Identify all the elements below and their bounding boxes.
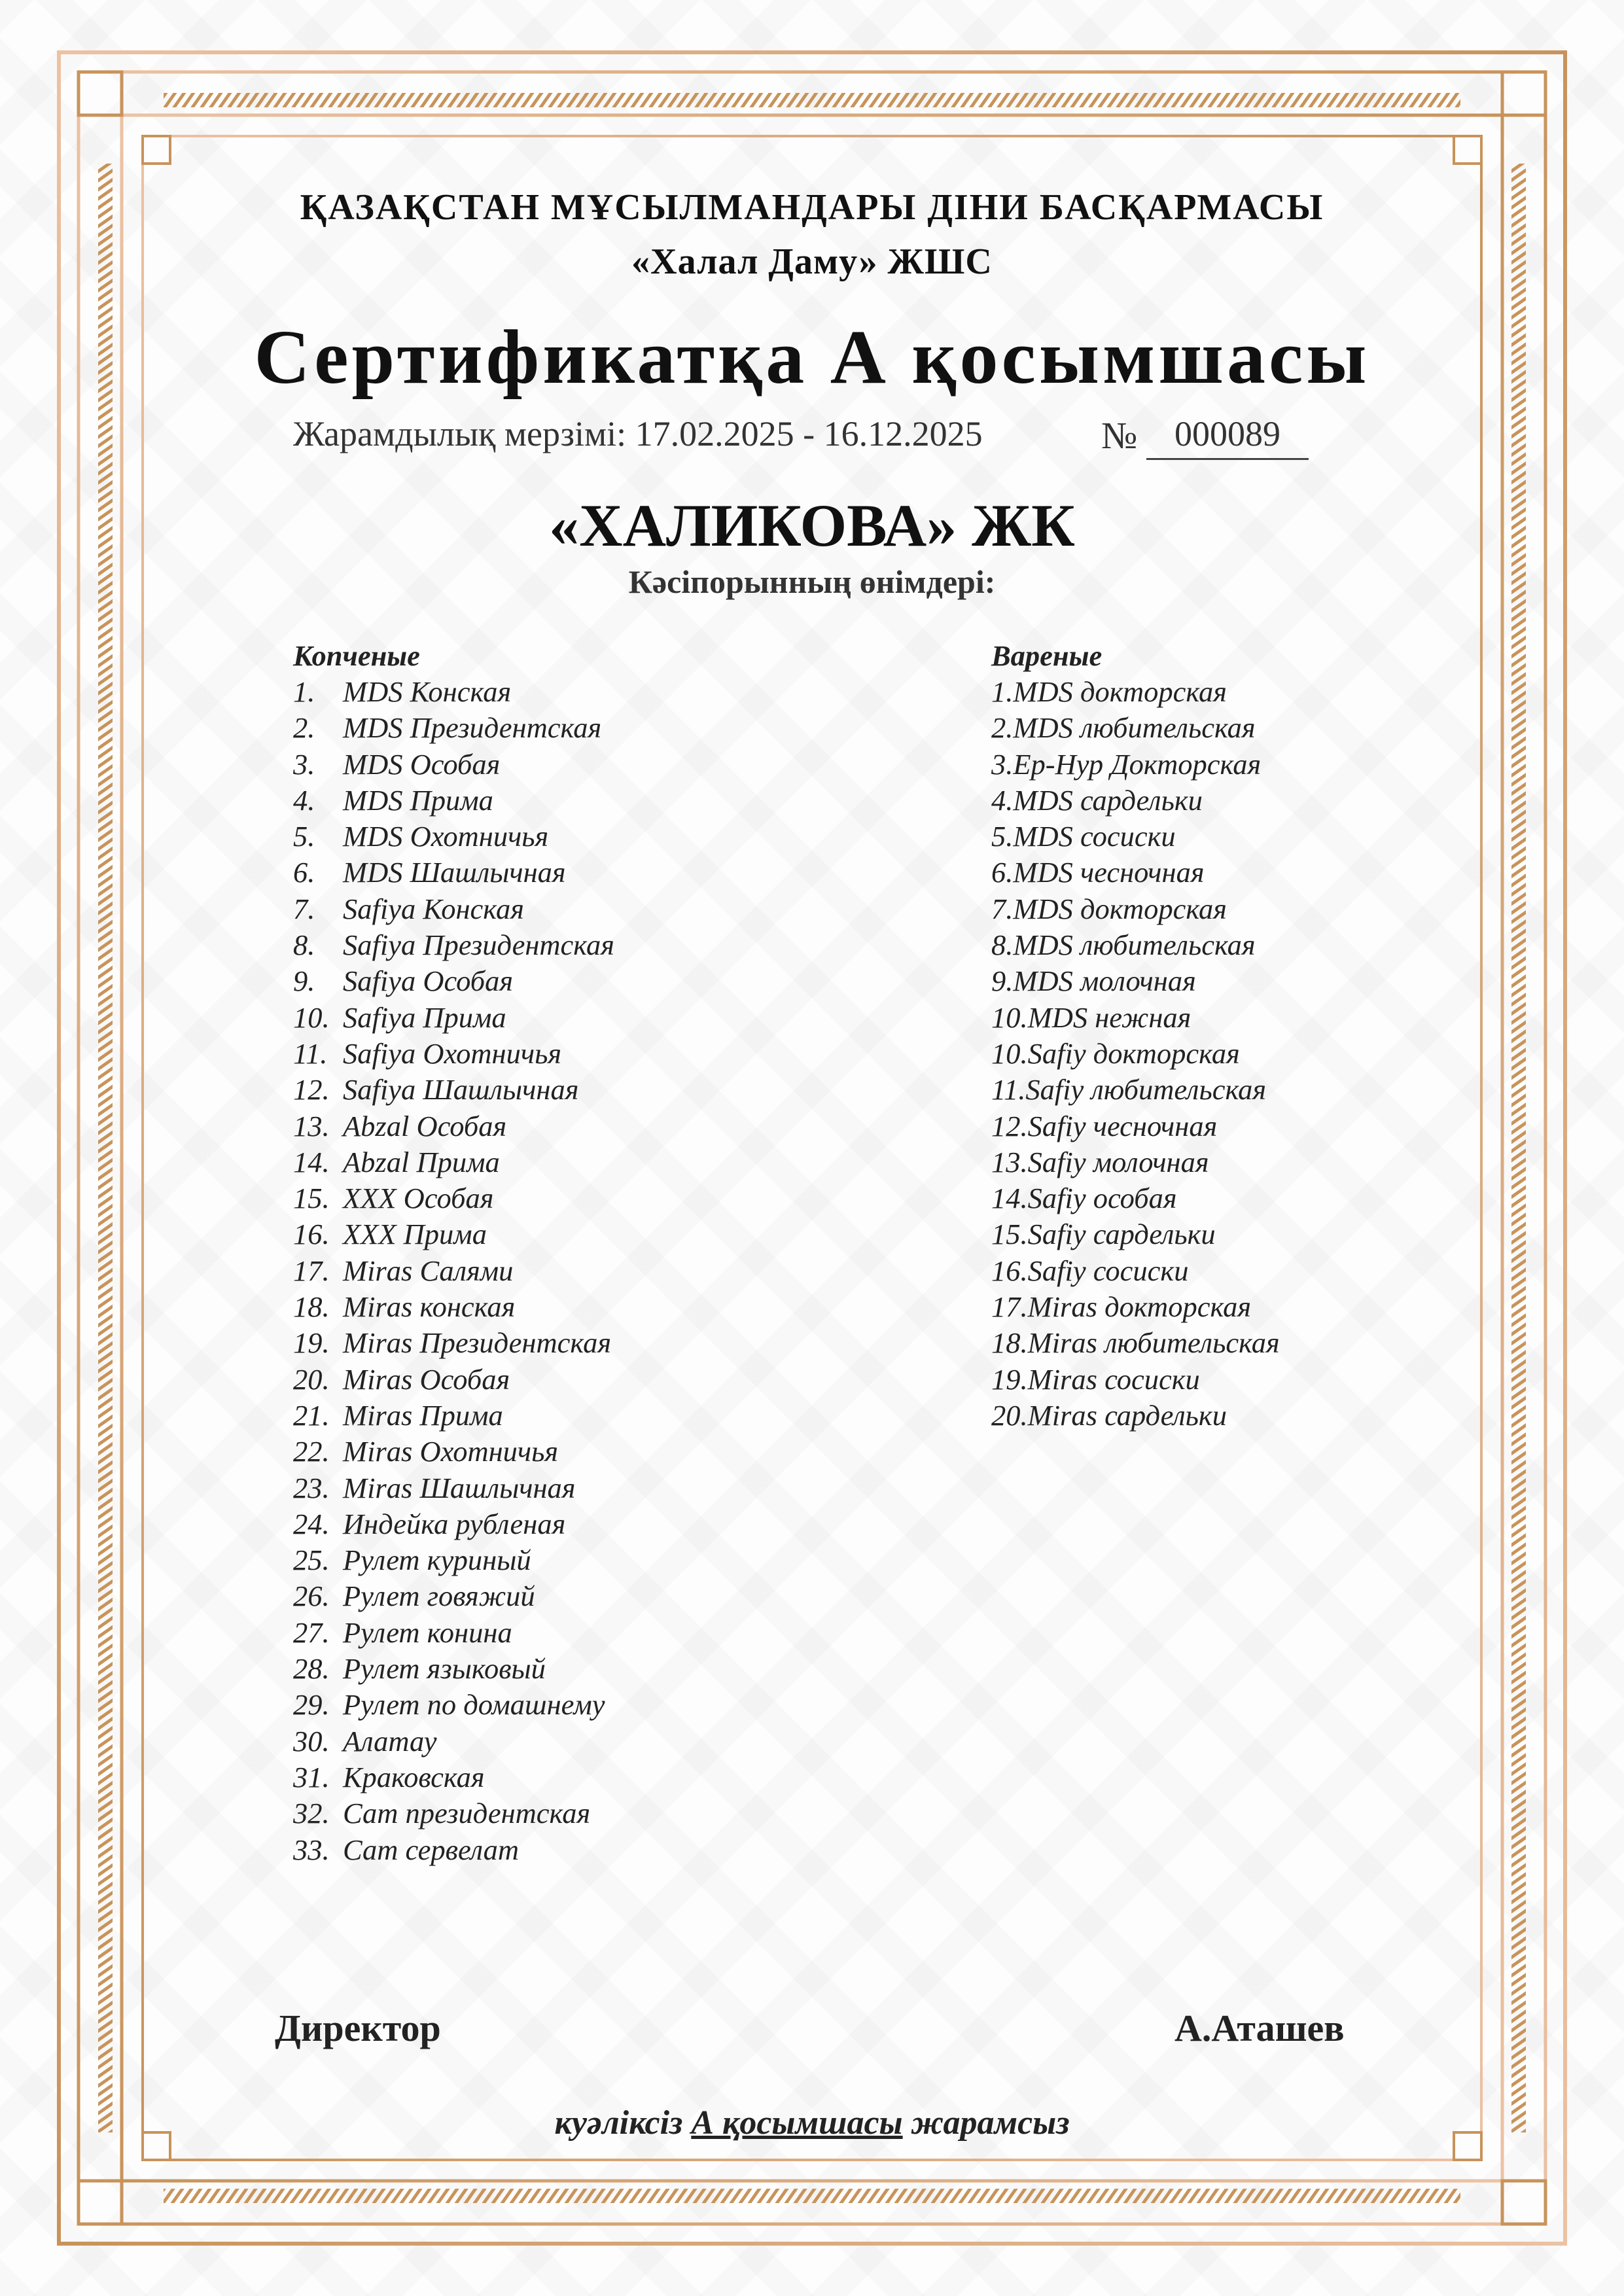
list-item [293, 1651, 614, 1687]
boiled-heading: Вареные [991, 639, 1103, 672]
list-item [293, 855, 614, 891]
list-item [991, 747, 1280, 783]
list-item [293, 1362, 614, 1398]
item-number: 4. [293, 783, 315, 817]
item-name: Краковская [343, 1760, 485, 1793]
item-number: 3. [293, 747, 315, 781]
list-item [991, 783, 1280, 819]
list-item [293, 1398, 614, 1434]
item-name: Safiy сосиски [1027, 1254, 1189, 1287]
item-name: Miras Охотничья [343, 1435, 559, 1468]
item-name: Safiy чесночная [1027, 1109, 1218, 1142]
list-item [293, 1506, 614, 1542]
item-number: 2. [991, 711, 1014, 745]
footer-suffix: жарамсыз [902, 2104, 1070, 2142]
smoked-products-column [293, 638, 614, 1868]
validity-period: Жарамдылық мерзімі: 17.02.2025 - 16.12.2025 [293, 414, 983, 453]
item-name: Сат сервелат [343, 1833, 519, 1866]
list-item [991, 855, 1280, 891]
list-item [991, 1108, 1280, 1144]
item-name: Miras докторская [1027, 1290, 1252, 1324]
item-number: 20. [293, 1362, 330, 1396]
item-name: Miras сардельки [1027, 1398, 1227, 1432]
item-number: 6. [293, 856, 315, 889]
item-number: 3. [991, 747, 1014, 781]
item-name: Miras Особая [343, 1362, 510, 1396]
list-item [293, 747, 614, 783]
item-name: Safiy докторская [1027, 1036, 1240, 1070]
list-item [293, 1759, 614, 1795]
item-number: 13. [991, 1145, 1028, 1178]
item-name: Safiya Особая [343, 964, 514, 998]
footer-prefix: куәліксіз [554, 2104, 692, 2142]
item-name: MDS сардельки [1013, 783, 1203, 817]
item-number: 29. [293, 1688, 330, 1722]
list-item [293, 1723, 614, 1759]
document-title: Сертификатқа А қосымшасы [254, 314, 1370, 400]
list-item [293, 1000, 614, 1036]
item-name: MDS любительская [1013, 711, 1256, 745]
item-name: Рулет конина [343, 1616, 512, 1649]
certificate-number: 000089 [1146, 414, 1309, 460]
item-number: 23. [293, 1471, 330, 1504]
item-name: XXX Особая [343, 1182, 494, 1215]
item-number: 31. [293, 1760, 330, 1793]
item-number: 18. [293, 1290, 330, 1324]
list-item [293, 1578, 614, 1614]
item-number: 1. [293, 675, 315, 708]
item-number: 2. [293, 711, 315, 745]
item-name: MDS сосиски [1013, 820, 1176, 853]
list-item [293, 1144, 614, 1180]
item-name: Miras Шашлычная [343, 1471, 576, 1504]
item-name: Miras любительская [1027, 1326, 1280, 1360]
item-number: 17. [293, 1254, 330, 1287]
list-item [991, 819, 1280, 855]
item-number: 4. [991, 783, 1014, 817]
list-item [293, 1470, 614, 1506]
item-name: XXX Прима [343, 1218, 487, 1251]
list-item [293, 783, 614, 819]
item-number: 25. [293, 1544, 330, 1577]
list-item [991, 1072, 1280, 1108]
list-item [293, 1216, 614, 1252]
list-item [293, 1325, 614, 1361]
item-name: Miras Салями [343, 1254, 514, 1287]
item-number: 9. [293, 964, 315, 998]
item-name: Ер-Нур Докторская [1013, 747, 1262, 781]
item-name: Рулет говяжий [343, 1580, 535, 1613]
list-item [991, 1289, 1280, 1325]
item-number: 28. [293, 1652, 330, 1686]
item-number: 10. [293, 1000, 330, 1034]
director-name: А.Аташев [1174, 2007, 1345, 2049]
list-item [293, 1434, 614, 1470]
enterprise-name: «ХАЛИКОВА» ЖК [549, 492, 1075, 559]
item-name: MDS Президентская [343, 711, 602, 745]
item-name: Miras Президентская [343, 1326, 612, 1360]
organization-name: ҚАЗАҚСТАН МҰСЫЛМАНДАРЫ ДІНИ БАСҚАРМАСЫ [300, 187, 1324, 228]
item-name: Miras Прима [343, 1398, 503, 1432]
list-item [991, 1036, 1280, 1072]
item-number: 27. [293, 1616, 330, 1649]
item-name: Abzal Прима [343, 1145, 500, 1178]
item-name: MDS Охотничья [343, 820, 549, 853]
item-number: 13. [293, 1109, 330, 1142]
list-item [991, 891, 1280, 927]
item-name: Safiy сардельки [1027, 1218, 1216, 1251]
item-number: 19. [293, 1326, 330, 1360]
item-number: 5. [991, 820, 1014, 853]
list-item [293, 819, 614, 855]
item-name: MDS Конская [343, 675, 512, 708]
list-item [991, 1398, 1280, 1434]
list-item [293, 1072, 614, 1108]
item-number: 10. [991, 1036, 1028, 1070]
item-number: 16. [991, 1254, 1028, 1287]
item-number: 17. [991, 1290, 1028, 1324]
item-number: 18. [991, 1326, 1028, 1360]
item-number: 12. [293, 1073, 330, 1106]
item-name: Сат президентская [343, 1797, 591, 1830]
item-number: 19. [991, 1362, 1028, 1396]
list-item [293, 1253, 614, 1289]
item-name: MDS любительская [1013, 928, 1256, 962]
smoked-heading: Копченые [293, 639, 420, 672]
item-name: Miras конская [343, 1290, 516, 1324]
list-item [991, 1000, 1280, 1036]
item-number: 15. [991, 1218, 1028, 1251]
list-item [293, 1289, 614, 1325]
item-name: MDS Прима [343, 783, 493, 817]
item-number: 20. [991, 1398, 1028, 1432]
item-name: MDS Особая [343, 747, 501, 781]
list-item [293, 1036, 614, 1072]
item-number: 26. [293, 1580, 330, 1613]
item-name: MDS докторская [1013, 675, 1227, 708]
item-name: Safiy молочная [1027, 1145, 1209, 1178]
item-number: 14. [991, 1182, 1028, 1215]
products-title: Кәсіпорынның өнімдері: [628, 563, 996, 600]
footer-underlined: А қосымшасы [691, 2104, 903, 2142]
item-name: Safiy любительская [1025, 1073, 1267, 1106]
item-number: 15. [293, 1182, 330, 1215]
item-number: 11. [293, 1036, 328, 1070]
list-item [991, 1253, 1280, 1289]
item-name: MDS докторская [1013, 892, 1227, 925]
item-name: MDS чесночная [1013, 856, 1205, 889]
item-number: 33. [293, 1833, 330, 1866]
item-number: 7. [991, 892, 1014, 925]
item-name: Safiy особая [1027, 1182, 1177, 1215]
item-name: Индейка рубленая [343, 1507, 566, 1540]
list-item [293, 1687, 614, 1723]
item-number: 9. [991, 964, 1014, 998]
list-item [991, 963, 1280, 999]
item-number: 16. [293, 1218, 330, 1251]
list-item [293, 1832, 614, 1868]
item-number: 7. [293, 892, 315, 925]
item-number: 21. [293, 1398, 330, 1432]
boiled-products-list [991, 674, 1280, 1434]
item-name: Алатау [343, 1724, 437, 1757]
list-item [991, 1362, 1280, 1398]
boiled-products-column [991, 638, 1280, 1434]
item-number: 5. [293, 820, 315, 853]
item-number: 32. [293, 1797, 330, 1830]
item-name: Рулет языковый [343, 1652, 546, 1686]
item-number: 1. [991, 675, 1014, 708]
list-item [991, 1216, 1280, 1252]
list-item [991, 927, 1280, 963]
item-number: 22. [293, 1435, 330, 1468]
number-sign: № [1101, 414, 1138, 457]
item-name: MDS нежная [1027, 1000, 1192, 1034]
item-name: Safiya Охотничья [343, 1036, 562, 1070]
item-number: 12. [991, 1109, 1028, 1142]
list-item [293, 1795, 614, 1831]
item-number: 14. [293, 1145, 330, 1178]
item-name: Safiya Конская [343, 892, 524, 925]
list-item [991, 1180, 1280, 1216]
list-item [293, 1542, 614, 1578]
list-item [293, 710, 614, 746]
item-number: 6. [991, 856, 1014, 889]
item-number: 8. [991, 928, 1014, 962]
list-item [293, 1180, 614, 1216]
item-name: Abzal Особая [343, 1109, 507, 1142]
footer-note [0, 2104, 1624, 2142]
list-item [293, 674, 614, 710]
item-name: Рулет куриный [343, 1544, 531, 1577]
smoked-products-list [293, 674, 614, 1868]
list-item [293, 927, 614, 963]
list-item [293, 1615, 614, 1651]
item-number: 11. [991, 1073, 1026, 1106]
item-name: MDS молочная [1013, 964, 1196, 998]
list-item [991, 674, 1280, 710]
list-item [293, 891, 614, 927]
item-name: Miras сосиски [1027, 1362, 1200, 1396]
item-number: 10. [991, 1000, 1028, 1034]
item-number: 24. [293, 1507, 330, 1540]
item-number: 8. [293, 928, 315, 962]
item-name: Safiya Президентская [343, 928, 614, 962]
list-item [293, 963, 614, 999]
item-name: Рулет по домашнему [343, 1688, 605, 1722]
item-number: 30. [293, 1724, 330, 1757]
director-title: Директор [275, 2007, 441, 2049]
item-name: MDS Шашлычная [343, 856, 566, 889]
list-item [991, 710, 1280, 746]
list-item [991, 1144, 1280, 1180]
list-item [991, 1325, 1280, 1361]
company-name: «Халал Даму» ЖШС [631, 241, 993, 282]
item-name: Safiya Шашлычная [343, 1073, 579, 1106]
item-name: Safiya Прима [343, 1000, 506, 1034]
list-item [293, 1108, 614, 1144]
